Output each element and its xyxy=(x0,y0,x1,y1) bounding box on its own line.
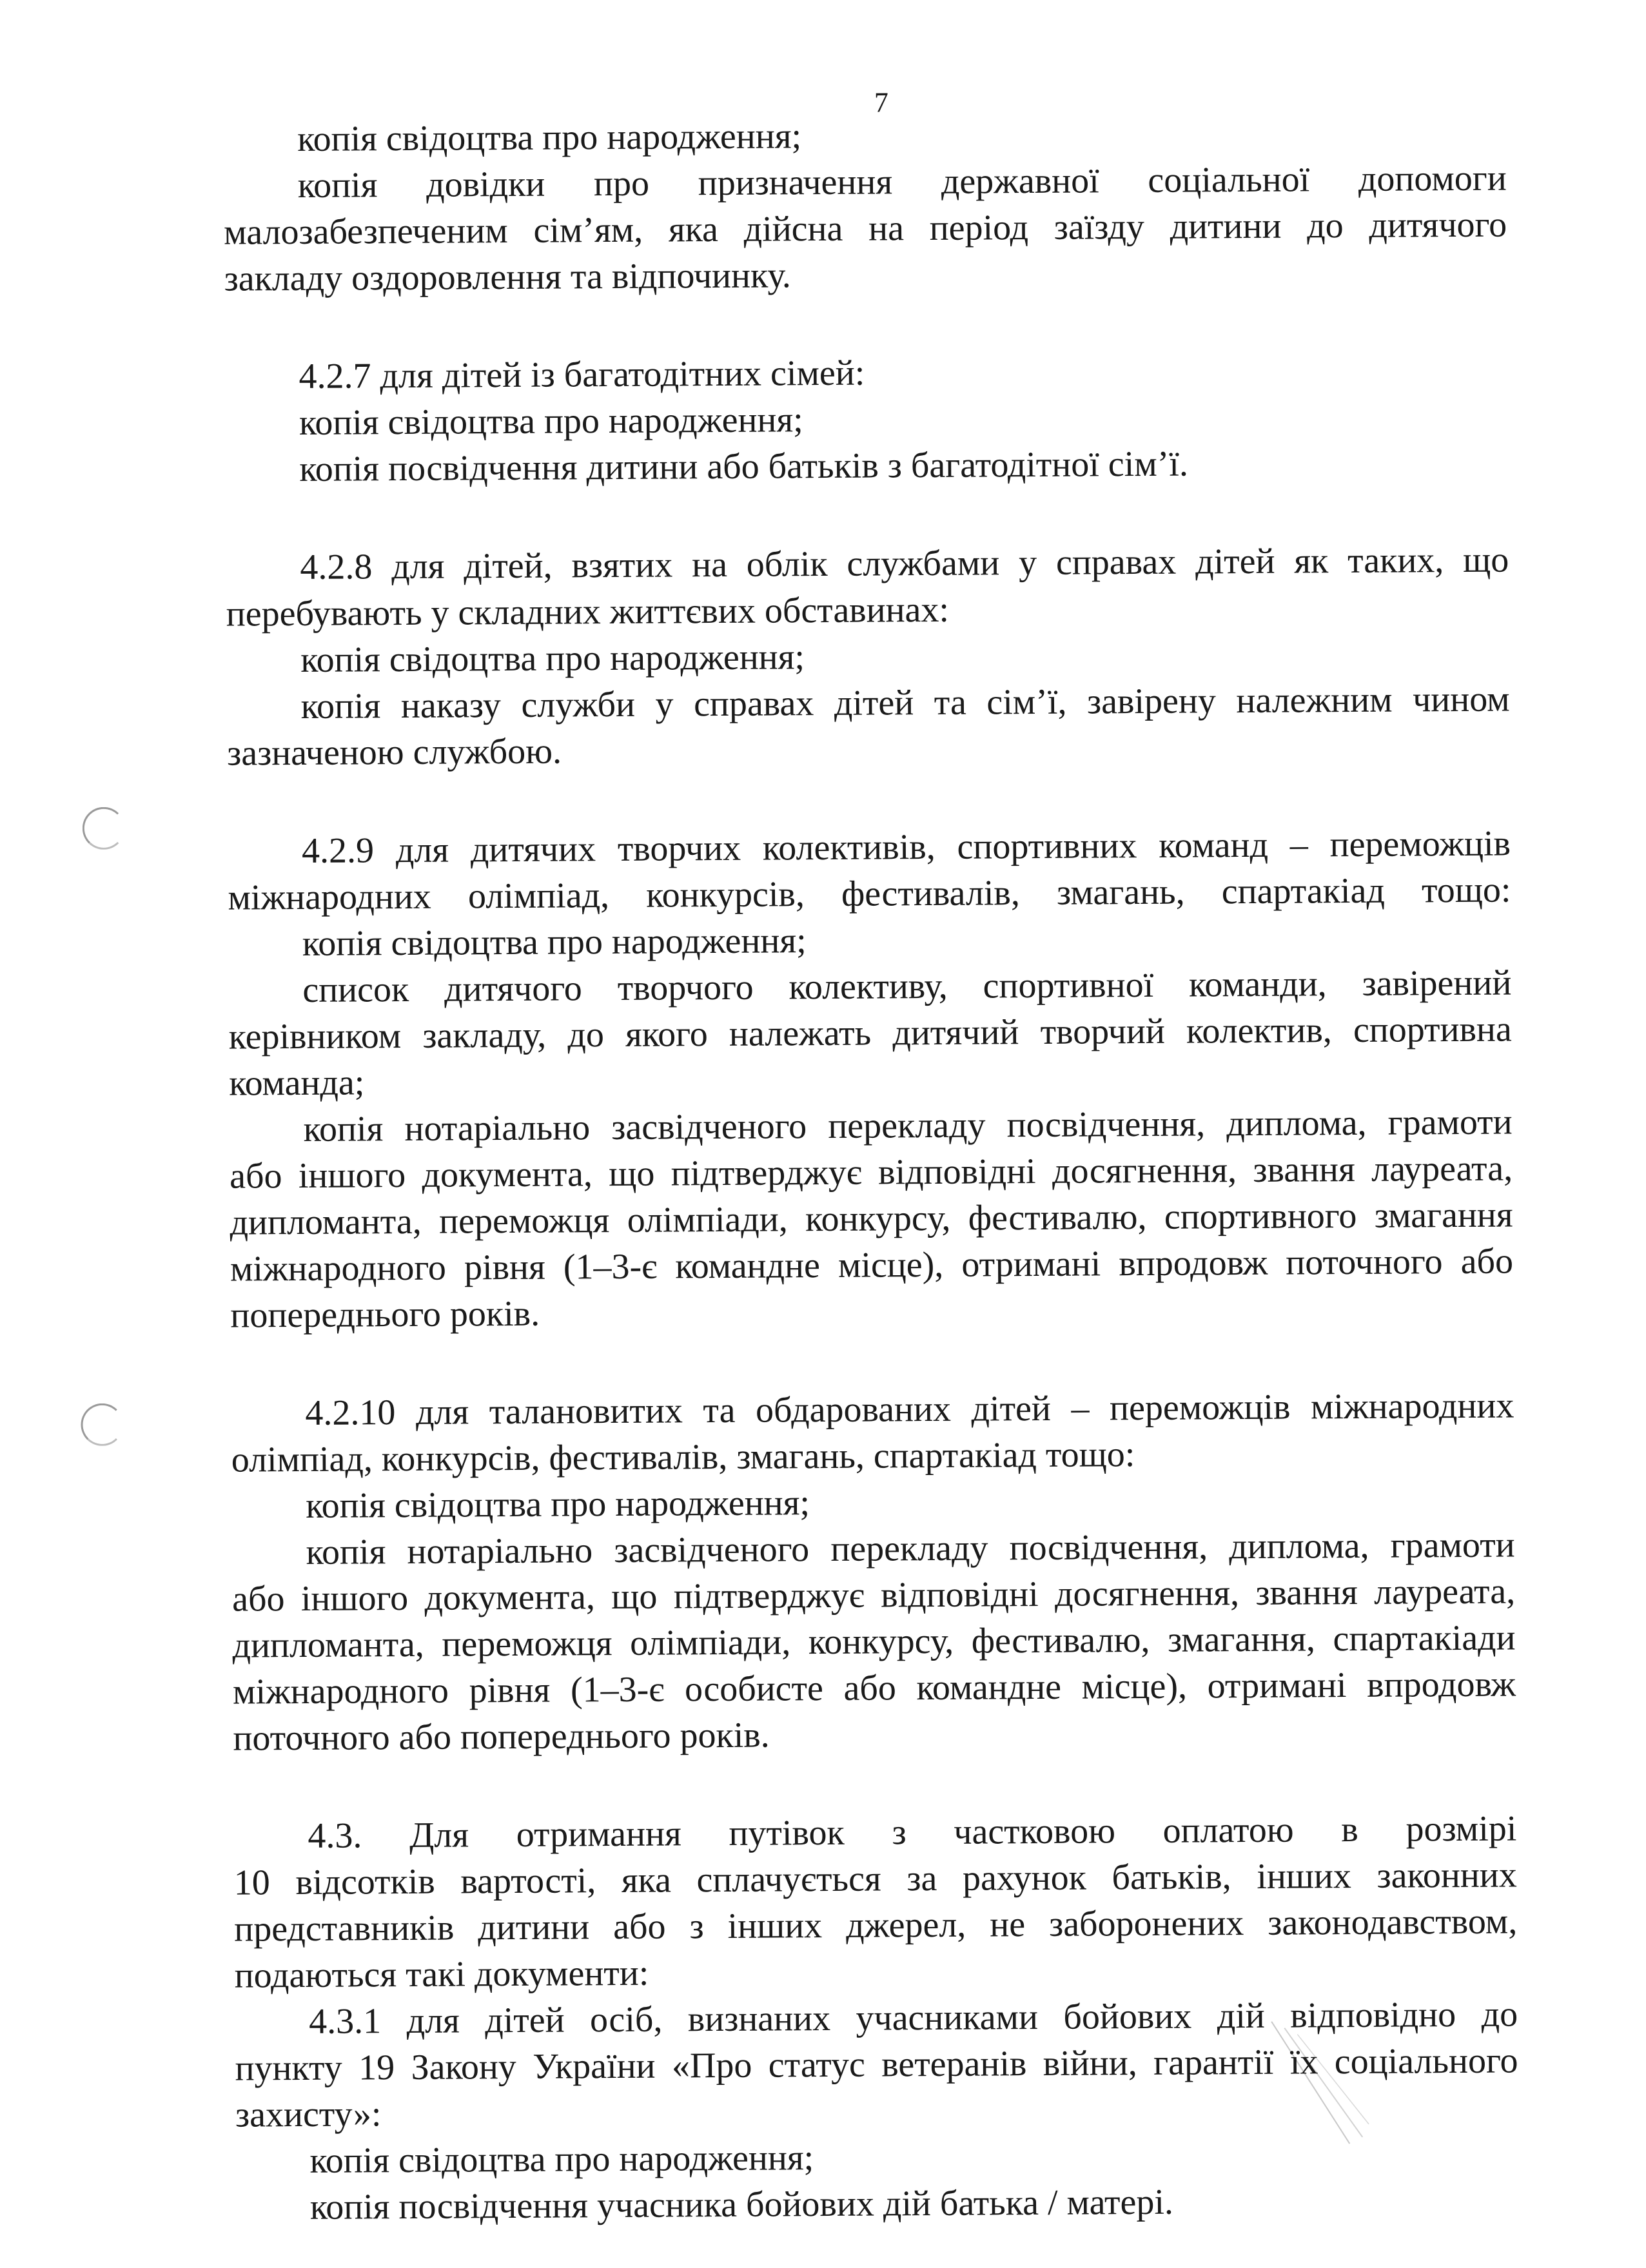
text-line: копія свідоцтва про народження; xyxy=(300,637,805,680)
text-line: копія посвідчення дитини або батьків з багатодітної сім’ї. xyxy=(299,444,1189,489)
paragraph-gap xyxy=(224,295,1507,354)
text-line: закладу оздоровлення та відпочинку. xyxy=(224,255,792,299)
text-line: олімпіад, конкурсів, фестивалів, змагань, спартакіад тощо: xyxy=(231,1434,1135,1480)
paragraph-gap xyxy=(231,1331,1514,1390)
text-line: копія свідоцтва про народження; xyxy=(302,921,807,964)
paragraph-block xyxy=(224,346,1508,493)
text-line: перебувають у складних життєвих обставинах: xyxy=(226,589,950,634)
text-line: міжнародних олімпіад, конкурсів, фестивалів, змагань, спартакіад тощо: xyxy=(228,870,1511,918)
punch-hole-lower xyxy=(81,1403,123,1446)
text-line: дипломанта, переможця олімпіади, конкурсу, фестивалю, змагання, спартакіади xyxy=(232,1618,1516,1666)
text-line: 4.2.8 для дітей, взятих на облік службами у справах дітей як таких, що xyxy=(300,540,1509,587)
paragraph-block xyxy=(233,1805,1519,2231)
text-line: попереднього років. xyxy=(230,1293,540,1336)
text-line: подаються такі документи: xyxy=(234,1953,649,1996)
text-line: представників дитини або з інших джерел, не заборонених законодавством, xyxy=(234,1901,1518,1950)
text-line: копія свідоцтва про народження; xyxy=(309,2138,814,2181)
text-line: копія свідоцтва про народження; xyxy=(297,116,802,159)
text-line: копія наказу служби у справах дітей та сім’ї, завірену належним чином xyxy=(300,679,1510,727)
text-line: копія свідоцтва про народження; xyxy=(306,1483,810,1526)
text-line: 4.3. Для отримання путівок з частковою оплатою в розмірі xyxy=(308,1808,1517,1856)
paragraph-gap xyxy=(233,1754,1516,1813)
text-line: або іншого документа, що підтверджує відповідні досягнення, звання лауреата, xyxy=(229,1148,1513,1197)
text-line: 10 відсотків вартості, яка сплачується за рахунок батьків, інших законних xyxy=(233,1855,1517,1903)
text-line: міжнародного рівня (1–3-є особисте або командне місце), отримані впродовж xyxy=(232,1664,1516,1712)
document-body xyxy=(223,109,1519,2231)
paragraph-gap xyxy=(226,485,1509,545)
text-line: копія довідки про призначення державної соціальної допомоги xyxy=(297,158,1507,206)
paragraph-block xyxy=(228,821,1514,1339)
text-line: 4.2.9 для дитячих творчих колективів, спортивних команд – переможців xyxy=(301,823,1511,871)
punch-hole-upper xyxy=(83,807,125,850)
text-line: поточного або попереднього років. xyxy=(233,1715,770,1759)
page-number: 7 xyxy=(874,86,889,119)
paragraph-block xyxy=(231,1382,1516,1761)
text-line: копія нотаріально засвідченого перекладу посвідчення, диплома, грамоти xyxy=(303,1102,1513,1149)
text-line: або іншого документа, що підтверджує відповідні досягнення, звання лауреата, xyxy=(231,1571,1516,1619)
text-line: 4.3.1 для дітей осіб, визнаних учасниками бойових дій відповідно до xyxy=(308,1994,1518,2042)
text-line: дипломанта, переможця олімпіади, конкурсу, фестивалю, спортивного змагання xyxy=(230,1195,1513,1243)
text-line: копія посвідчення учасника бойових дій батька / матері. xyxy=(309,2182,1174,2227)
text-line: список дитячого творчого колективу, спортивної команди, завірений xyxy=(302,963,1512,1010)
paragraph-block xyxy=(223,109,1507,302)
text-line: захисту»: xyxy=(235,2094,382,2135)
text-line: копія свідоцтва про народження; xyxy=(299,400,803,443)
text-line: зазначеною службою. xyxy=(226,731,562,774)
text-line: 4.2.7 для дітей із багатодітних сімей: xyxy=(299,353,865,396)
text-line: пункту 19 Закону України «Про статус ветеранів війни, гарантії їх соціального xyxy=(235,2040,1518,2089)
text-line: 4.2.10 для талановитих та обдарованих дітей – переможців міжнародних xyxy=(305,1385,1514,1433)
text-line: малозабезпеченим сім’ям, яка дійсна на період заїзду дитини до дитячого xyxy=(223,204,1507,253)
text-line: міжнародного рівня (1–3-є командне місце), отримані впродовж поточного або xyxy=(230,1241,1514,1289)
text-line: копія нотаріально засвідченого перекладу посвідчення, диплома, грамоти xyxy=(306,1525,1515,1572)
text-line: керівником закладу, до якого належать дитячий творчий колектив, спортивна xyxy=(228,1009,1512,1057)
text-line: команда; xyxy=(229,1062,365,1104)
paragraph-gap xyxy=(227,769,1510,828)
paragraph-block xyxy=(226,537,1510,777)
